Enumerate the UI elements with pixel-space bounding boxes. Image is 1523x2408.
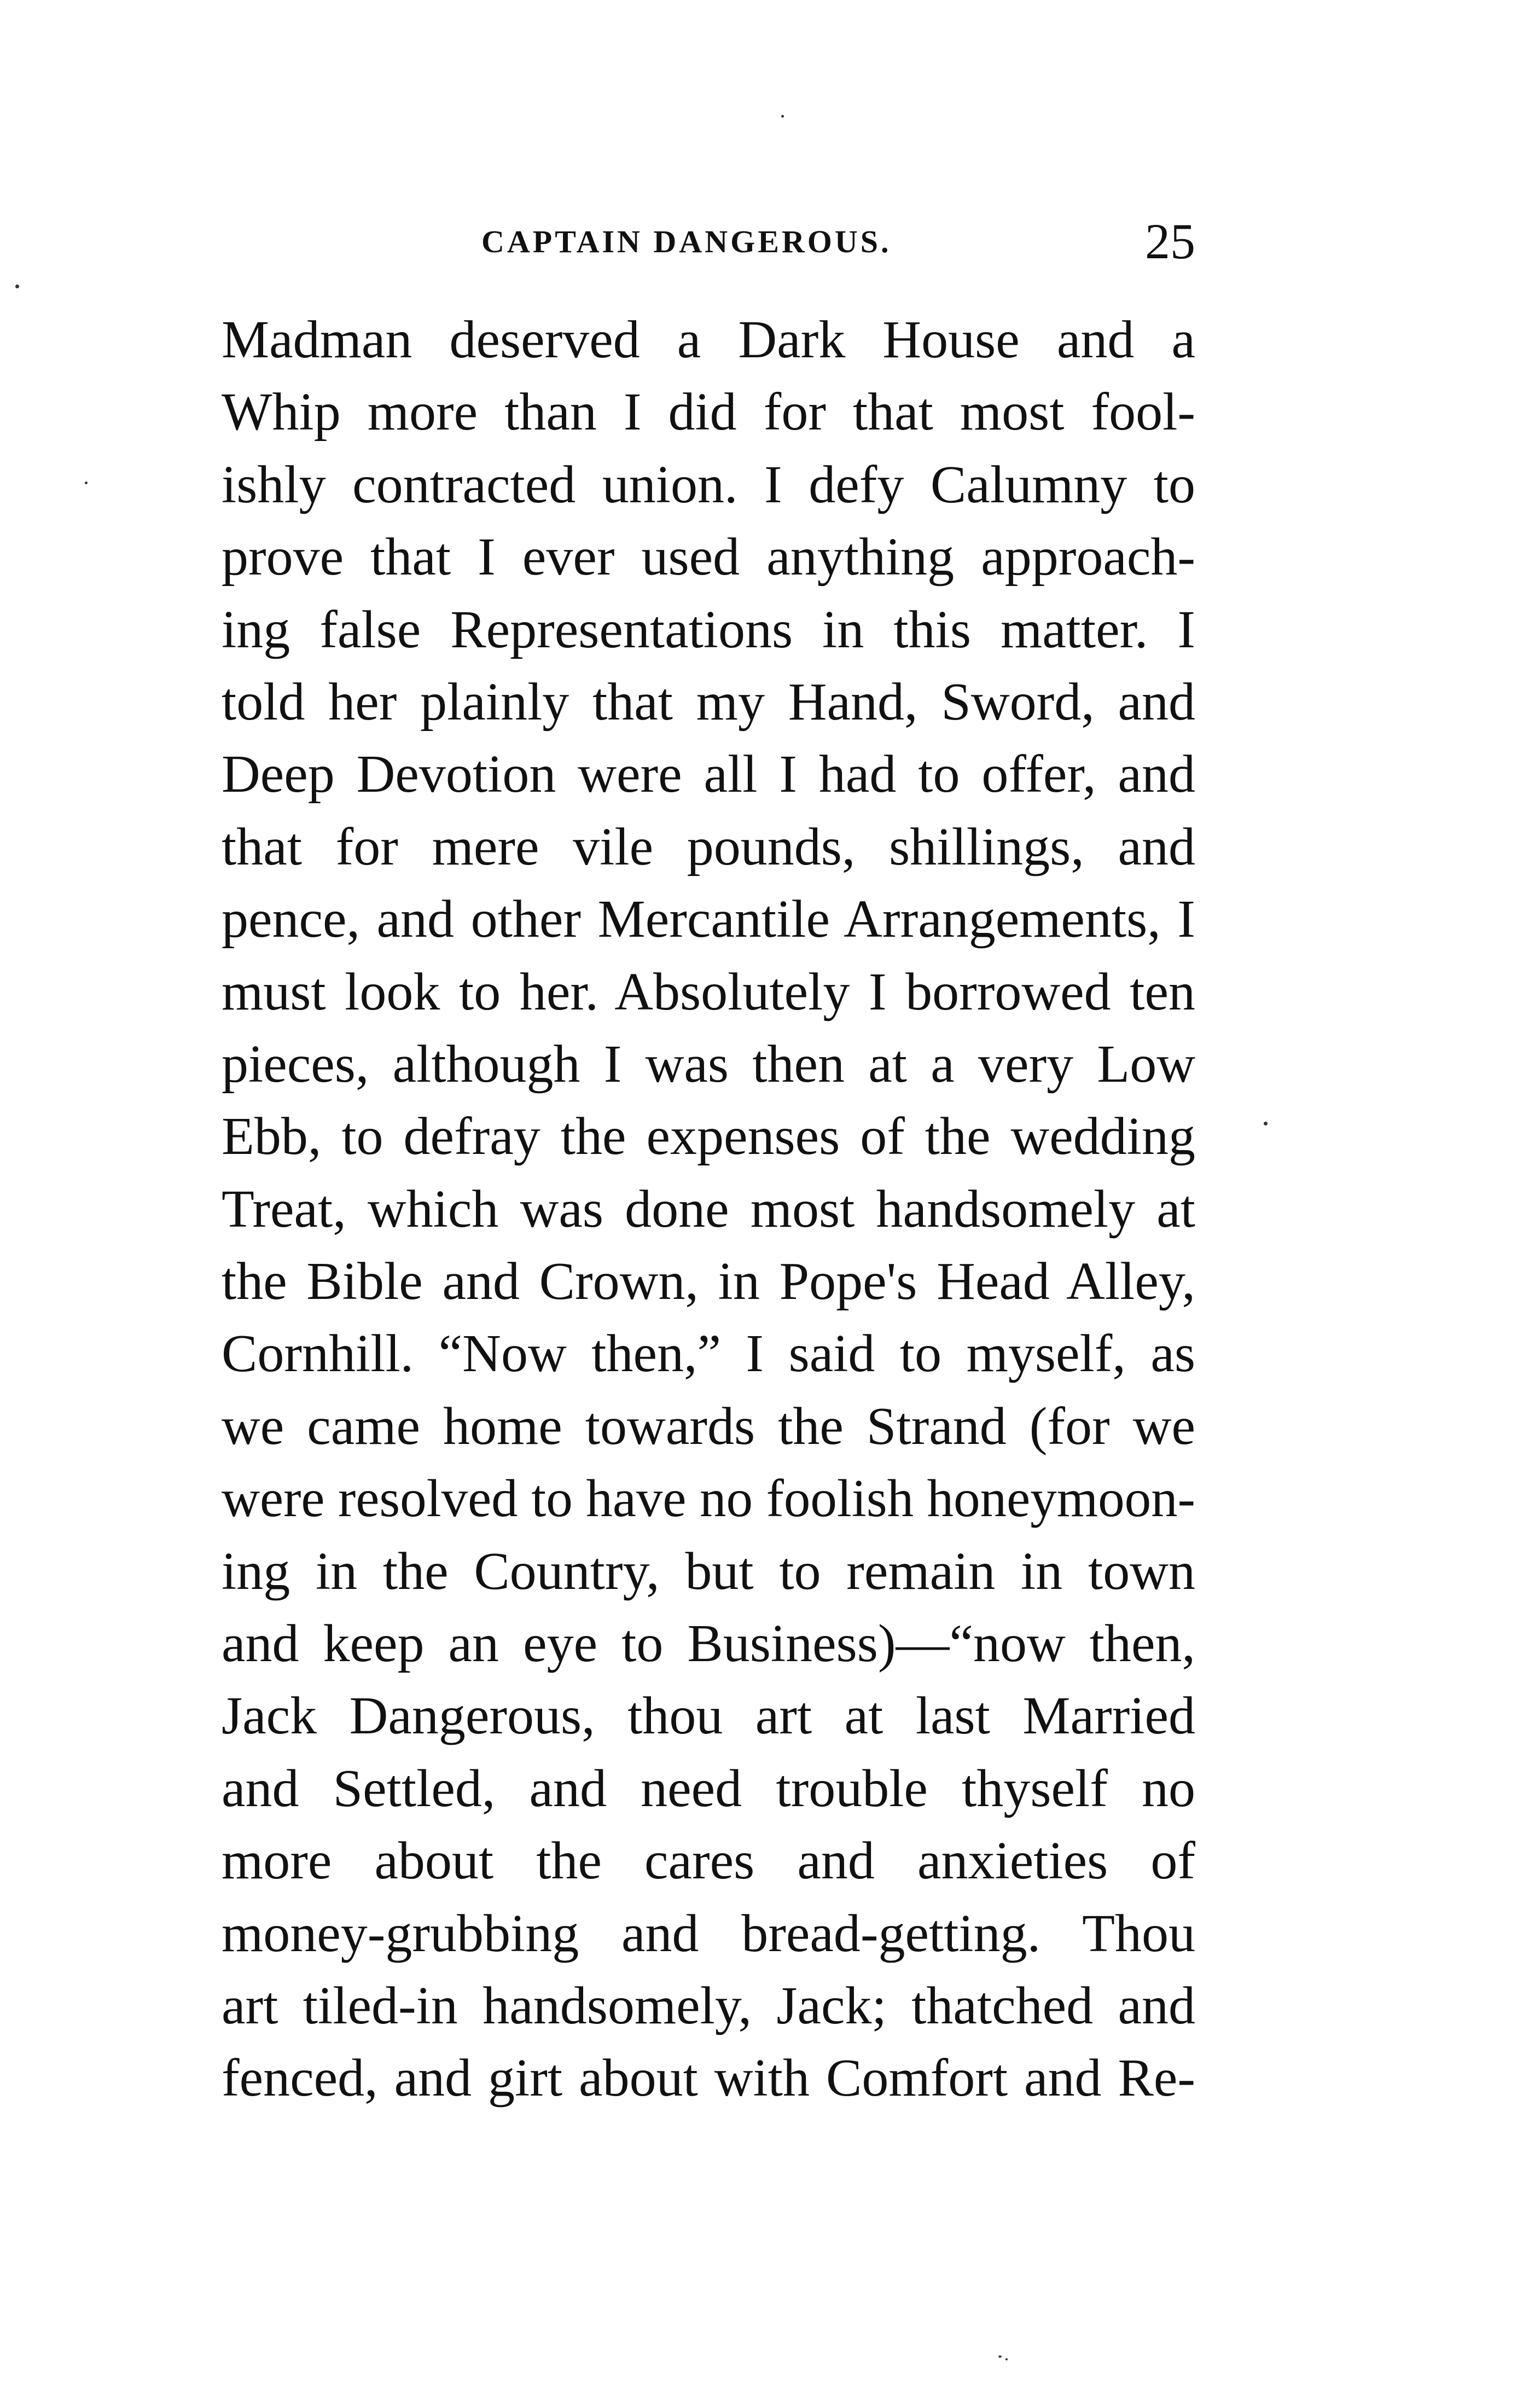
- text-line: must look to her. Absolutely I borrowed ten: [222, 962, 1195, 1022]
- scan-speck: [1264, 1122, 1268, 1125]
- text-line: we came home towards the Strand (for we: [222, 1396, 1195, 1456]
- body-text: [222, 304, 1195, 2115]
- text-line: art tiled-in handsomely, Jack; thatched and: [222, 1976, 1195, 2035]
- text-line: ing in the Country, but to remain in town: [222, 1541, 1195, 1601]
- text-line: pence, and other Mercantile Arrangements, I: [222, 890, 1195, 949]
- page-number: 25: [1145, 213, 1195, 269]
- running-title: CAPTAIN DANGEROUS.: [481, 224, 892, 259]
- text-line: Jack Dangerous, thou art at last Married: [222, 1686, 1195, 1746]
- text-line: and keep an eye to Business)—“now then,: [222, 1614, 1195, 1674]
- text-line: money-grubbing and bread-getting. Thou: [222, 1904, 1195, 1963]
- scan-speck: [781, 115, 784, 118]
- text-line: Whip more than I did for that most fool-: [222, 382, 1195, 442]
- text-line: were resolved to have no foolish honeymoon-: [222, 1469, 1195, 1528]
- text-line: ing false Representations in this matter. I: [222, 600, 1195, 659]
- text-line: Cornhill. “Now then,” I said to myself, as: [222, 1324, 1195, 1384]
- scan-speck: [15, 285, 19, 288]
- text-line: fenced, and girt about with Comfort and Re-: [222, 2049, 1195, 2108]
- scan-speck: [998, 2355, 1002, 2358]
- text-line: prove that I ever used anything approach-: [222, 527, 1195, 587]
- text-line: told her plainly that my Hand, Sword, and: [222, 672, 1195, 732]
- scan-speck: [1005, 2358, 1008, 2360]
- text-line: and Settled, and need trouble thyself no: [222, 1759, 1195, 1818]
- text-line: ishly contracted union. I defy Calumny to: [222, 455, 1195, 514]
- text-line: Treat, which was done most handsomely at: [222, 1179, 1195, 1239]
- text-line: that for mere vile pounds, shillings, and: [222, 817, 1195, 877]
- scan-speck: [85, 481, 88, 484]
- text-line: pieces, although I was then at a very Low: [222, 1034, 1195, 1094]
- text-line: more about the cares and anxieties of: [222, 1831, 1195, 1891]
- text-line: Madman deserved a Dark House and a: [222, 310, 1195, 369]
- text-line: the Bible and Crown, in Pope's Head Alley,: [222, 1252, 1195, 1312]
- text-line: Deep Devotion were all I had to offer, and: [222, 745, 1195, 804]
- running-head: [222, 212, 1195, 272]
- text-line: Ebb, to defray the expenses of the wedding: [222, 1107, 1195, 1167]
